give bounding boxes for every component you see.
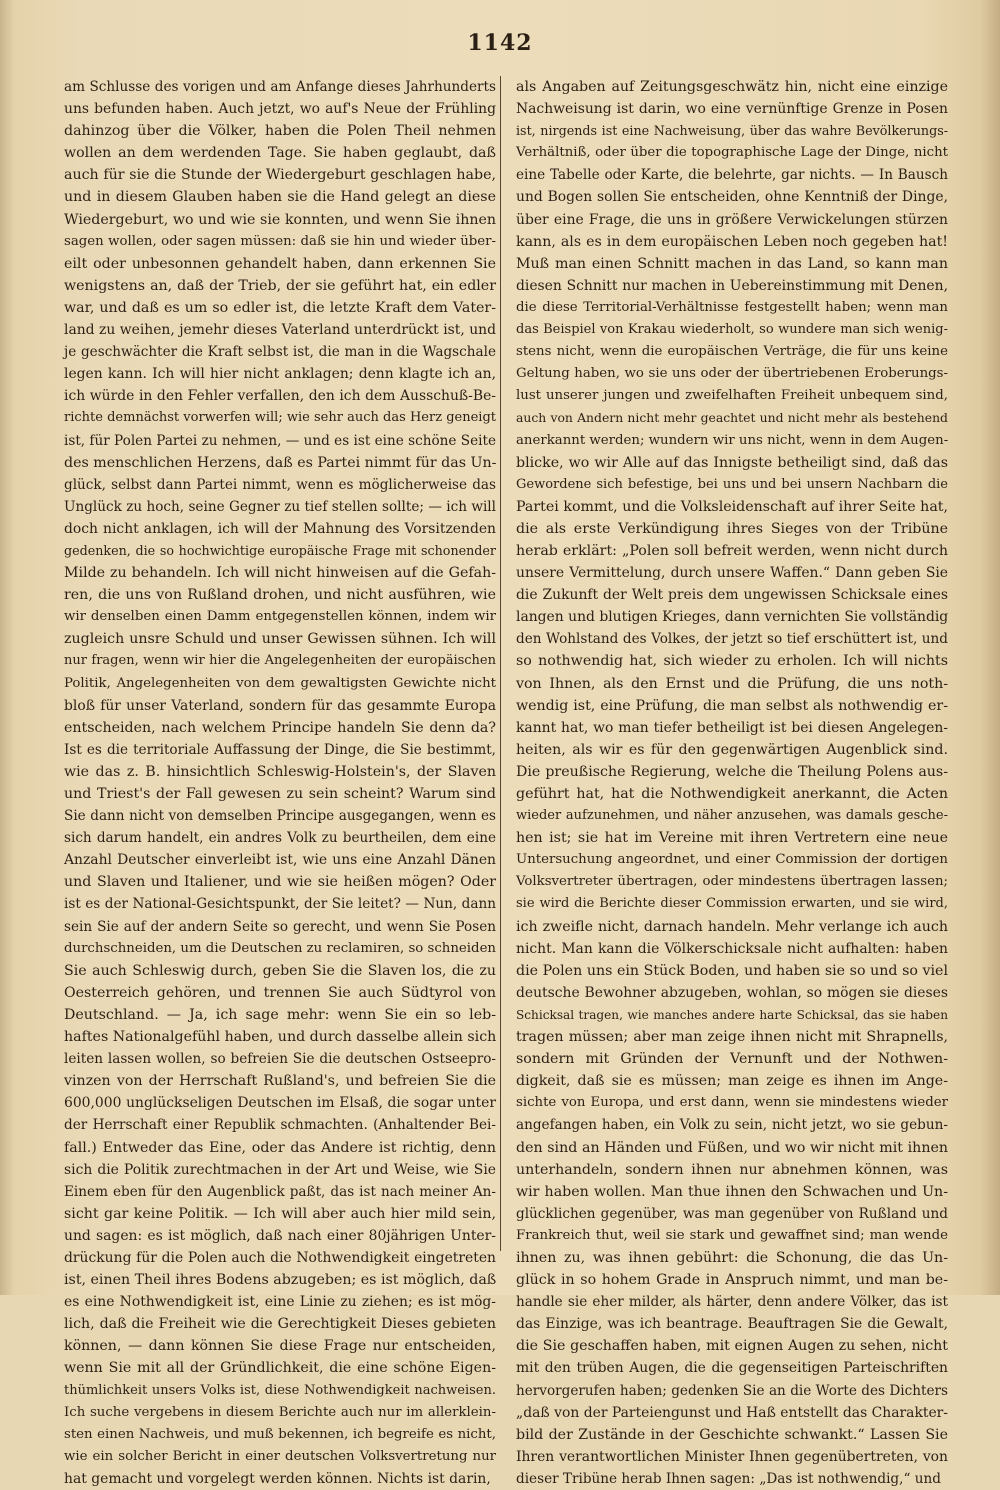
text-line: mit den trüben Augen, die die gegenseitigen Parteischriften [516, 1360, 948, 1377]
text-line: je geschwächter die Kraft selbst ist, die man in die Wagschale [64, 344, 496, 361]
text-line: Ich suche vergebens in diesem Berichte auch nur im allerklein- [64, 1404, 496, 1420]
text-line: heiten, als wir es für den gegenwärtigen Augenblick sind. [516, 741, 948, 758]
text-line: Deutschland. — Ja, ich sage mehr: wenn Sie ein so leb- [64, 1006, 496, 1023]
text-line: „daß von der Parteiengunst und Haß entstellt das Charakter- [516, 1404, 948, 1421]
text-line: Untersuchung angeordnet, und einer Commission der dortigen [516, 852, 948, 868]
text-line: durchschneiden, um die Deutschen zu reclamiren, so schneiden [64, 940, 496, 956]
text-line: Unglück zu hoch, seine Gegner zu tief stellen sollte; — ich will [64, 498, 496, 515]
text-line: das Beispiel von Krakau wiederholt, so wundere man sich wenig- [516, 322, 948, 338]
text-line: unterhandeln, sondern ihnen nur abnehmen können, was [516, 1161, 948, 1178]
text-line: glück in so hohem Grade in Anspruch nimmt, und man be- [516, 1272, 948, 1289]
binding-shadow [0, 0, 14, 1295]
text-line: bloß für unser Vaterland, sondern für das gesammte Europa [64, 697, 496, 714]
text-line: leiten lassen wollen, so befreien Sie die deutschen Ostseepro- [64, 1051, 496, 1068]
text-line: thümlichkeit unsers Volks ist, diese Nothwendigkeit nachweisen. [64, 1382, 496, 1398]
text-line: nicht. Man kann die Völkerschicksale nicht aufhalten: haben [516, 940, 948, 957]
text-line: herab erklärt: „Polen soll befreit werden, wenn nicht durch [516, 542, 948, 559]
text-line: zugleich unsre Schuld und unser Gewissen sühnen. Ich will [64, 631, 496, 648]
text-line: Ihren verantwortlichen Minister Ihnen gegenübertreten, von [516, 1448, 948, 1465]
text-line: und Slaven und Italiener, und wie sie heißen mögen? Oder [64, 874, 496, 891]
text-line: ich würde in den Fehler verfallen, den ich dem Ausschuß-Be- [64, 388, 496, 405]
text-line: nur fragen, wenn wir hier die Angelegenheiten der europäischen [64, 653, 496, 669]
text-line: den Wohlstand des Volkes, der jetzt so tief erschüttert ist, und [516, 631, 948, 648]
text-line: gedenken, die so hochwichtige europäische Frage mit schonender [64, 542, 496, 558]
text-line: doch nicht anklagen, ich will der Mahnung des Vorsitzenden [64, 520, 496, 537]
text-line: der Herrschaft einer Republik schmachten. (Anhaltender Bei- [64, 1117, 496, 1134]
text-line: Volksvertreter übertragen, oder mindestens übertragen lassen; [516, 874, 948, 890]
text-line: glücklichen gegenüber, was man gegenüber von Rußland und [516, 1205, 948, 1222]
text-line: Frankreich thut, weil sie stark und gewaffnet sind; man wende [516, 1227, 948, 1243]
text-line: Verhältniß, oder über die topographische Lage der Dinge, nicht [516, 145, 948, 161]
text-line: wie das z. B. hinsichtlich Schleswig-Holstein's, der Slaven [64, 763, 496, 780]
text-line: lust unserer jungen und zweifelhaften Freiheit unbequem sind, [516, 388, 948, 404]
text-line: die diese Territorial-Verhältnisse festgestellt haben; wenn man [516, 299, 948, 315]
text-line: Milde zu behandeln. Ich will nicht hinweisen auf die Gefah- [64, 565, 496, 582]
text-line: so nothwendig hat, sich wieder zu erholen. Ich will nichts [516, 653, 948, 670]
text-line: Geltung haben, wo sie uns oder der übertriebenen Eroberungs- [516, 366, 948, 382]
text-line: sein Sie auf der andern Seite so gerecht, und wenn Sie Posen [64, 918, 496, 935]
text-line: die Zukunft der Welt preis dem ungewissen Schicksale eines [516, 587, 948, 604]
right-text-column [516, 76, 949, 1487]
text-line: uns befunden haben. Auch jetzt, wo auf's Neue der Frühling [64, 101, 496, 118]
text-line: war, und daß es um so edler ist, die letzte Kraft dem Vater- [64, 299, 496, 316]
text-line: kann, als es in dem europäischen Leben noch gegeben hat! [516, 233, 948, 250]
text-line: wir denselben einen Damm entgegenstellen können, indem wir [64, 609, 496, 625]
text-line: sichte von Europa, und erst dann, wenn sie mindestens wieder [516, 1095, 948, 1111]
text-line: hen ist; sie hat im Vereine mit ihren Vertretern eine neue [516, 830, 948, 847]
text-line: anerkannt werden; wundern wir uns nicht, wenn in dem Augen- [516, 432, 949, 448]
text-line: Wiedergeburt, wo und wie sie konnten, und wenn Sie ihnen [64, 211, 496, 228]
text-line: auch für sie die Stunde der Wiedergeburt geschlagen habe, [64, 167, 496, 184]
text-line: wendig ist, eine Prüfung, die man selbst als nothwendig er- [516, 697, 948, 714]
text-line: ist, für Polen Partei zu nehmen, — und es ist eine schöne Seite [64, 432, 496, 449]
text-line: unsere Vermittelung, durch unsere Waffen.“ Dann geben Sie [516, 565, 948, 582]
text-line: diesen Schnitt nur machen in Uebereinstimmung mit Denen, [516, 277, 948, 294]
text-line: haftes Nationalgefühl haben, und durch dasselbe allein sich [64, 1029, 497, 1046]
text-line: wir haben wollen. Man thue ihnen den Schwachen und Un- [516, 1183, 948, 1200]
text-line: ihnen zu, was ihnen gebührt: die Schonung, die das Un- [516, 1249, 948, 1266]
column-divider [500, 76, 501, 1251]
text-line: Ist es die territoriale Auffassung der Dinge, die Sie bestimmt, [64, 741, 496, 758]
text-line: langen und blutigen Krieges, dann vernichten Sie vollständig [516, 609, 949, 626]
text-line: digkeit, daß sie es müssen; man zeige es ihnen im Ange- [516, 1073, 948, 1090]
text-line: Anzahl Deutscher einverleibt ist, wie uns eine Anzahl Dänen [64, 852, 496, 869]
text-line: als Angaben auf Zeitungsgeschwätz hin, nicht eine einzige [516, 79, 948, 95]
text-line: Nachweisung ist darin, wo eine vernünftige Grenze in Posen [516, 101, 948, 118]
text-line: dahinzog über die Völker, haben die Polen Theil nehmen [64, 123, 496, 140]
text-line: Sie dann nicht von demselben Principe ausgegangen, wenn es [64, 808, 496, 825]
text-line: Politik, Angelegenheiten von dem gewaltigsten Gewichte nicht [64, 675, 496, 691]
text-line: des menschlichen Herzens, daß es Partei nimmt für das Un- [64, 454, 497, 471]
text-line: die als erste Verkündigung ihres Sieges von der Tribüne [516, 520, 948, 537]
text-line: entscheiden, nach welchem Principe handeln Sie denn da? [64, 719, 496, 736]
text-line: wenn Sie mit all der Gründlichkeit, die eine schöne Eigen- [64, 1360, 496, 1377]
text-line: Die preußische Regierung, welche die Theilung Polens aus- [516, 763, 948, 780]
text-line: die Sie geschaffen haben, mit eignen Augen zu sehen, nicht [516, 1338, 948, 1355]
text-line: sondern mit Gründen der Vernunft und der Nothwen- [516, 1051, 948, 1068]
text-line: glück, selbst dann Partei nimmt, wenn es möglicherweise das [64, 476, 496, 493]
text-line: sagen wollen, oder sagen müssen: daß sie hin und wieder über- [64, 233, 496, 249]
text-line: sie wird die Berichte dieser Commission erwarten, und sie wird, [516, 896, 948, 912]
text-line: kannt hat, wo man tiefer betheiligt ist bei diesen Angelegen- [516, 719, 948, 736]
text-line: Muß man einen Schnitt machen in das Land, so kann man [516, 255, 948, 272]
text-line: den sind an Händen und Füßen, und wo wir nicht mit ihnen [516, 1139, 948, 1156]
text-line: sich die Politik zurechtmachen in der Art und Weise, wie Sie [64, 1161, 496, 1178]
text-line: Partei kommt, und die Volksleidenschaft auf ihrer Seite hat, [516, 498, 948, 515]
text-line: wieder aufzunehmen, und näher anzusehen, was damals gesche- [516, 808, 948, 824]
text-line: sich darum handelt, ein andres Volk zu beurtheilen, dem eine [64, 830, 496, 847]
text-line: hervorgerufen haben; gedenken Sie an die Worte des Dichters [516, 1382, 948, 1399]
text-line: deutsche Bewohner abzugeben, wohlan, so mögen sie dieses [516, 984, 948, 1001]
text-line: geführt hat, hat die Nothwendigkeit anerkannt, die Acten [516, 786, 948, 802]
text-line: und in diesem Glauben haben sie die Hand gelegt an diese [64, 189, 496, 206]
text-line: blicke, wo wir Alle auf das Innigste betheiligt sind, daß das [516, 454, 948, 471]
text-line: am Schlusse des vorigen und am Anfange dieses Jahrhunderts [64, 79, 496, 95]
text-line: land zu weihen, jemehr dieses Vaterland unterdrückt ist, und [64, 322, 496, 339]
text-line: und Triest's der Fall gewesen zu sein scheint? Warum sind [64, 786, 496, 802]
text-line: wenigstens an, daß der Trieb, der sie geführt hat, ein edler [64, 277, 496, 294]
text-line: ist, einen Theil ihres Bodens abzugeben; es ist möglich, daß [64, 1272, 497, 1289]
text-line: dieser Tribüne herab Ihnen sagen: „Das ist nothwendig,“ und [516, 1470, 941, 1487]
text-line: hat gemacht und vorgelegt werden können. Nichts ist darin, [64, 1470, 491, 1487]
text-line: von Ihnen, als den Ernst und die Prüfung, die uns noth- [516, 675, 948, 692]
text-line: und sagen: es ist möglich, daß nach einer 80jährigen Unter- [64, 1227, 496, 1244]
text-line: richte demnächst vorwerfen will; wie sehr auch das Herz geneigt [64, 410, 496, 426]
text-line: Sie auch Schleswig durch, geben Sie die Slaven los, die zu [64, 962, 496, 979]
text-line: lich, daß die Freiheit wie die Gerechtigkeit Dieses gebieten [64, 1316, 496, 1333]
text-line: ren, die uns von Rußland drohen, und nicht ausführen, wie [64, 587, 496, 604]
text-line: Einem eben für den Augenblick paßt, das ist nach meiner An- [64, 1183, 496, 1200]
text-line: Oesterreich gehören, und trennen Sie auch Südtyrol von [64, 984, 496, 1001]
left-text-column [64, 76, 497, 1487]
text-line: wie ein solcher Bericht in einer deutschen Volksvertretung nur [64, 1448, 496, 1464]
text-line: wollen an dem werdenden Tage. Sie haben geglaubt, daß [64, 145, 496, 162]
text-line: ist es der National-Gesichtspunkt, der Sie leitet? — Nun, dann [64, 896, 496, 913]
text-line: 600,000 unglückseligen Deutschen im Elsaß, die sogar unter [64, 1095, 496, 1112]
text-line: angefangen haben, ein Volk zu sein, nicht jetzt, wo sie gebun- [516, 1117, 948, 1134]
text-line: die Polen uns ein Stück Boden, und haben sie so und so viel [516, 962, 948, 979]
text-line: drückung für die Polen auch die Nothwendigkeit eingetreten [64, 1249, 496, 1266]
text-line: auch von Andern nicht mehr geachtet und nicht mehr als bestehend [516, 410, 948, 426]
text-line: eilt oder unbesonnen gehandelt haben, dann erkennen Sie [64, 255, 496, 272]
text-line: das Einzige, was ich beantrage. Beauftragen Sie die Gewalt, [516, 1316, 948, 1333]
text-line: und Bogen sollen Sie entscheiden, ohne Kenntniß der Dinge, [516, 189, 948, 206]
text-line: tragen müssen; aber man zeige ihnen nicht mit Shrapnells, [516, 1029, 948, 1046]
text-line: bild der Zustände in der Geschichte schwankt.“ Lassen Sie [516, 1426, 948, 1443]
text-line: vinzen von der Herrschaft Rußland's, und befreien Sie die [64, 1073, 496, 1090]
text-line: ich zweifle nicht, darnach handeln. Mehr verlange ich auch [516, 918, 948, 935]
text-line: sten einen Nachweis, und muß bekennen, ich begreife es nicht, [64, 1426, 496, 1442]
page-number: 1142 [467, 30, 533, 56]
text-line: ist, nirgends ist eine Nachweisung, über das wahre Bevölkerungs- [516, 123, 948, 139]
text-line: können, — dann können Sie diese Frage nur entscheiden, [64, 1338, 496, 1355]
text-line: eine Tabelle oder Karte, die belehrte, gar nichts. — In Bausch [516, 167, 948, 184]
text-line: Gewordene sich befestige, bei uns und bei unsern Nachbarn die [516, 476, 948, 492]
text-line: legen kann. Ich will hier nicht anklagen; denn klagte ich an, [64, 366, 496, 383]
text-line: handle sie eher milder, als härter, denn andere Völker, das ist [516, 1294, 948, 1311]
text-line: über eine Frage, die uns in größere Verwickelungen stürzen [516, 211, 948, 228]
text-line: es eine Nothwendigkeit ist, eine Linie zu ziehen; es ist mög- [64, 1294, 496, 1311]
text-line: Schicksal tragen, wie manches andere harte Schicksal, das sie haben [516, 1007, 948, 1022]
text-line: stens nicht, wenn die europäischen Verträge, die für uns keine [516, 344, 948, 360]
page-edge-shadow [980, 0, 1000, 1295]
text-line: sicht gar keine Politik. — Ich will aber auch hier mild sein, [64, 1205, 496, 1222]
text-line: fall.) Entweder das Eine, oder das Andere ist richtig, denn [64, 1139, 496, 1156]
